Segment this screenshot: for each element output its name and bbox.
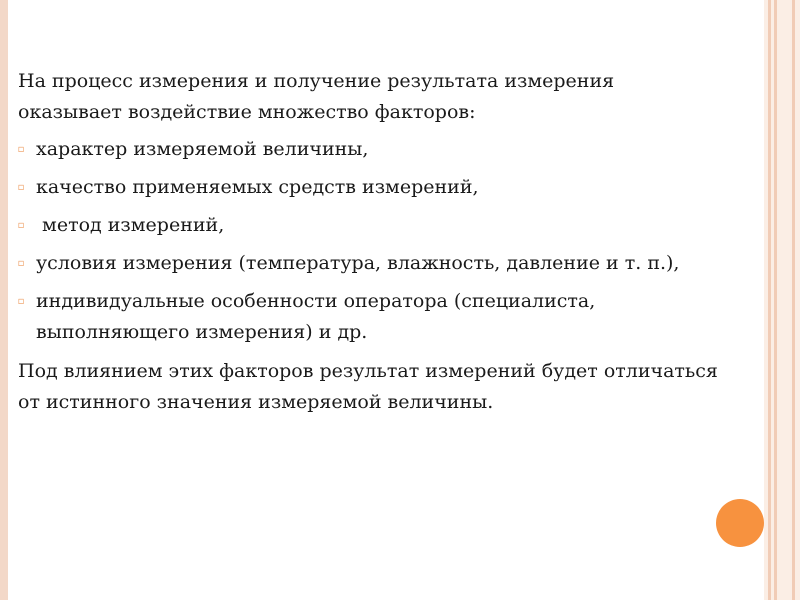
bullet-icon: ▫: [17, 296, 25, 307]
list-item: [14, 134, 719, 165]
conclusion-paragraph: Под влиянием этих факторов результат измерений будет отличаться от истинного значения измеряемой величины.: [18, 360, 718, 413]
list-item-text: условия измерения (температура, влажность, давление и т. п.),: [36, 252, 680, 274]
right-frame-stripe: [768, 0, 771, 600]
bullet-icon: ▫: [17, 258, 25, 269]
list-item: [14, 172, 719, 203]
list-item-text: качество применяемых средств измерений,: [36, 176, 479, 198]
left-frame-border: [0, 0, 8, 600]
slide-content: [14, 66, 719, 424]
list-item-text: метод измерений,: [36, 214, 225, 236]
bullet-icon: ▫: [17, 182, 25, 193]
bullet-icon: ▫: [17, 144, 25, 155]
list-item: [14, 210, 719, 241]
right-frame-border: [764, 0, 800, 600]
list-item-text: характер измеряемой величины,: [36, 138, 369, 160]
factor-list: [14, 134, 719, 348]
intro-paragraph: На процесс измерения и получение результата измерения оказывает воздействие множество факторов:: [18, 70, 615, 123]
right-frame-stripe: [792, 0, 795, 600]
bullet-icon: ▫: [17, 220, 25, 231]
right-frame-stripe: [774, 0, 777, 600]
list-item: [14, 248, 719, 279]
list-item-text: индивидуальные особенности оператора (специалиста, выполняющего измерения) и др.: [36, 290, 596, 343]
accent-circle: [716, 499, 764, 547]
list-item: [14, 286, 719, 348]
